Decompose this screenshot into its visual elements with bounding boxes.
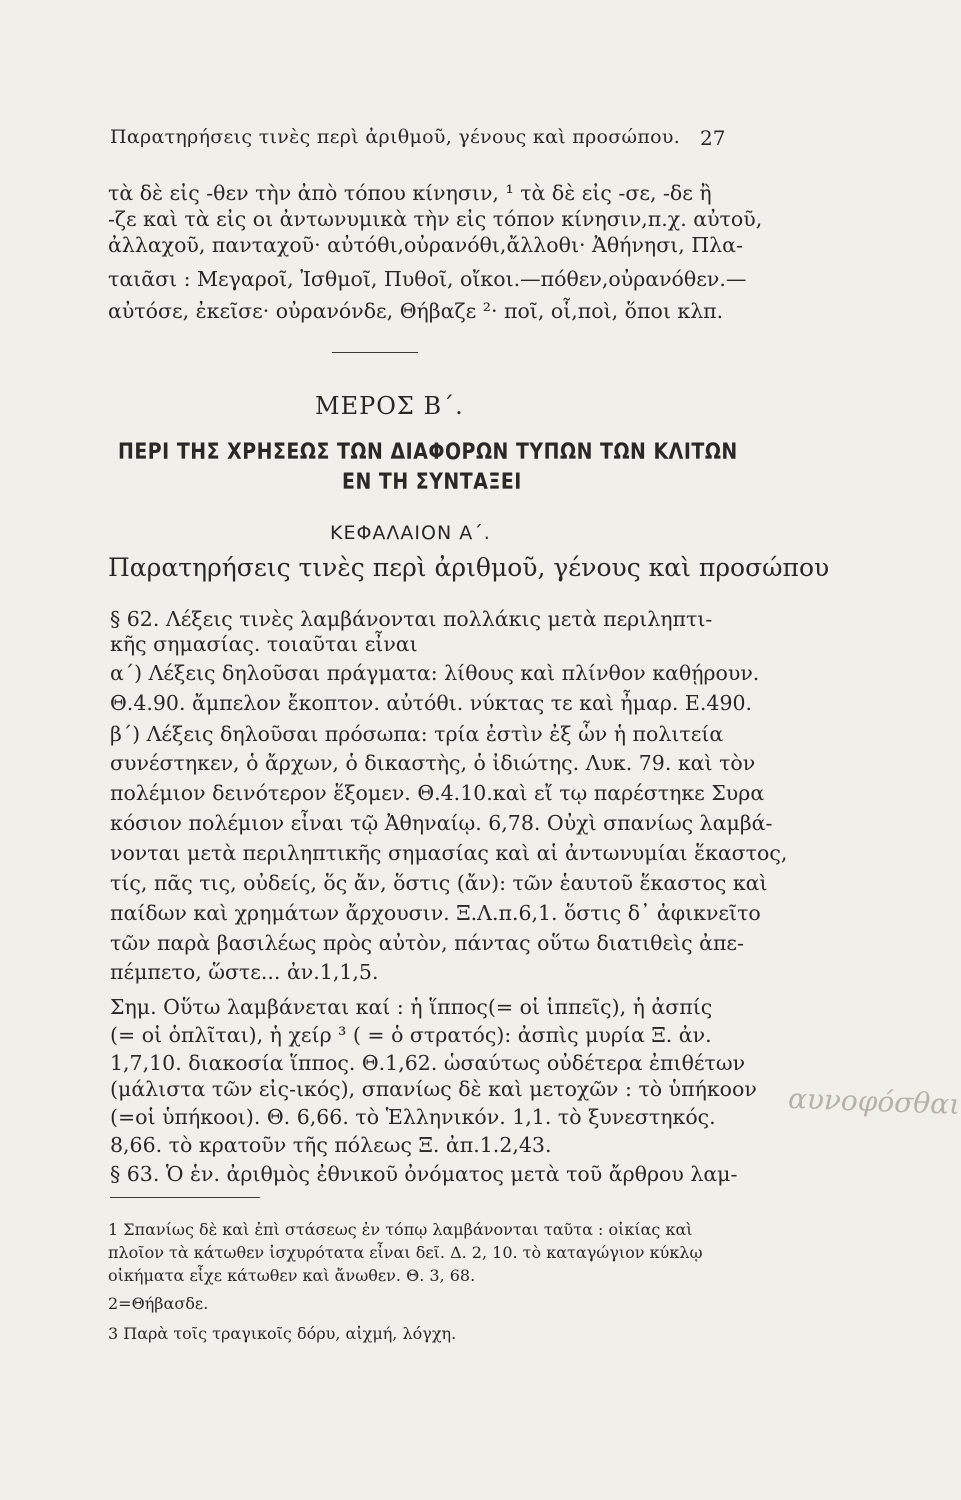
chapter-heading: ΚΕΦΑΛΑΙΟΝ Α΄. xyxy=(330,522,491,544)
footnote-line: πλοῖον τὰ κάτωθεν ἰσχυρότατα εἶναι δεῖ. Δ. 2, 10. τὸ καταγώγιον κύκλῳ xyxy=(108,1243,703,1262)
body-line: πολέμιον δεινότερον ἕξομεν. Θ.4.10.καὶ εἴ τῳ παρέστηκε Συρα xyxy=(110,781,765,805)
body-line: 1,7,10. διακοσία ἵππος. Θ.1,62. ὡσαύτως οὐδέτερα ἐπιθέτων xyxy=(110,1051,746,1075)
footnote-line: 2=Θήβασδε. xyxy=(108,1294,209,1313)
footnote-line: 1 Σπανίως δὲ καὶ ἐπὶ στάσεως ἐν τόπῳ λαμβάνονται ταῦτα : οἰκίας καὶ xyxy=(108,1220,693,1239)
intro-line: ταιᾶσι : Μεγαροῖ, Ἰσθμοῖ, Πυθοῖ, οἴκοι.—πόθεν,οὐρανόθεν.— xyxy=(108,267,747,291)
body-line: 8,66. τὸ κρατοῦν τῆς πόλεως Ξ. ἀπ.1.2,43. xyxy=(110,1133,552,1157)
body-line: τίς, πᾶς τις, οὐδείς, ὅς ἄν, ὅστις (ἄν): τῶν ἑαυτοῦ ἕκαστος καὶ xyxy=(110,871,768,895)
section-divider xyxy=(332,352,418,353)
intro-line: αὐτόσε, ἐκεῖσε· οὐρανόνδε, Θήβαζε ²· ποῖ, οἷ,ποὶ, ὅποι κλπ. xyxy=(108,299,724,323)
footnote-divider xyxy=(110,1197,260,1198)
body-line: Θ.4.90. ἄμπελον ἔκοπτον. αὐτόθι. νύκτας τε καὶ ἦμαρ. Ε.490. xyxy=(110,691,753,715)
body-line: τῶν παρὰ βασιλέως πρὸς αὐτὸν, πάντας οὕτω διατιθεὶς ἀπε- xyxy=(110,931,744,955)
part-heading: ΜΕΡΟΣ Β΄. xyxy=(315,392,464,420)
intro-line: τὰ δὲ εἰς -θεν τὴν ἀπὸ τόπου κίνησιν, ¹ τὰ δὲ εἰς -σε, -δε ἢ xyxy=(108,181,712,205)
running-header: Παρατηρήσεις τινὲς περὶ ἀριθμοῦ, γένους καὶ προσώπου. xyxy=(110,126,681,148)
intro-line: -ζε καὶ τὰ εἰς οι ἀντωνυμικὰ τὴν εἰς τόπον κίνησιν,π.χ. αὐτοῦ, xyxy=(108,207,763,231)
body-line: α΄) Λέξεις δηλοῦσαι πράγματα: λίθους καὶ πλίνθον καθῄρουν. xyxy=(110,661,760,685)
section-title-line1: ΠΕΡΙ ΤΗΣ ΧΡΗΣΕΩΣ ΤΩΝ ΔΙΑΦΟΡΩΝ ΤΥΠΩΝ ΤΩΝ ΚΛΙΤΩΝ xyxy=(118,440,738,465)
body-line: συνέστηκεν, ὁ ἄρχων, ὁ δικαστὴς, ὁ ἰδιώτης. Λυκ. 79. καὶ τὸν xyxy=(110,751,756,775)
footnote-line: οἰκήματα εἶχε κάτωθεν καὶ ἄνωθεν. Θ. 3, 68. xyxy=(108,1266,476,1285)
body-line: (μάλιστα τῶν εἰς-ικός), σπανίως δὲ καὶ μετοχῶν : τὸ ὑπήκοον xyxy=(110,1077,757,1101)
body-line: νονται μετὰ περιληπτικῆς σημασίας καὶ αἱ ἀντωνυμίαι ἕκαστος, xyxy=(110,841,788,865)
body-line: πέμπετο, ὥστε... ἀν.1,1,5. xyxy=(110,960,379,984)
body-line: § 63. Ὁ ἑν. ἀριθμὸς ἐθνικοῦ ὀνόματος μετὰ τοῦ ἄρθρου λαμ- xyxy=(110,1162,738,1186)
page-number: 27 xyxy=(700,126,726,150)
handwritten-margin-note: αυνοφόσθαι xyxy=(787,1082,961,1121)
body-line: κόσιον πολέμιον εἶναι τῷ Ἀθηναίῳ. 6,78. Οὐχὶ σπανίως λαμβά- xyxy=(110,811,773,835)
body-line: (=οἱ ὑπήκοοι). Θ. 6,66. τὸ Ἑλληνικόν. 1,1. τὸ ξυνεστηκός. xyxy=(110,1105,716,1129)
section-title-line2: ΕΝ ΤΗ ΣΥΝΤΑΞΕΙ xyxy=(342,470,522,495)
body-line: β΄) Λέξεις δηλοῦσαι πρόσωπα: τρία ἐστὶν ἐξ ὧν ἡ πολιτεία xyxy=(110,722,724,746)
intro-line: ἀλλαχοῦ, πανταχοῦ· αὐτόθι,οὐρανόθι,ἄλλοθι· Ἀθήνησι, Πλα- xyxy=(108,233,743,257)
body-line: § 62. Λέξεις τινὲς λαμβάνονται πολλάκις μετὰ περιληπτι- xyxy=(110,607,713,631)
body-line: κῆς σημασίας. τοιαῦται εἶναι xyxy=(110,632,418,656)
chapter-subtitle: Παρατηρήσεις τινὲς περὶ ἀριθμοῦ, γένους καὶ προσώπου xyxy=(108,553,830,582)
footnote-line: 3 Παρὰ τοῖς τραγικοῖς δόρυ, αἰχμή, λόγχη. xyxy=(108,1324,457,1343)
body-line: (= οἱ ὁπλῖται), ἡ χείρ ³ ( = ὁ στρατός): ἀσπὶς μυρία Ξ. ἀν. xyxy=(110,1023,712,1047)
body-line: Σημ. Οὕτω λαμβάνεται καί : ἡ ἵππος(= οἱ ἱππεῖς), ἡ ἀσπίς xyxy=(110,995,713,1019)
body-line: παίδων καὶ χρημάτων ἄρχουσιν. Ξ.Λ.π.6,1. ὅστις δ᾽ ἀφικνεῖτο xyxy=(110,901,761,925)
